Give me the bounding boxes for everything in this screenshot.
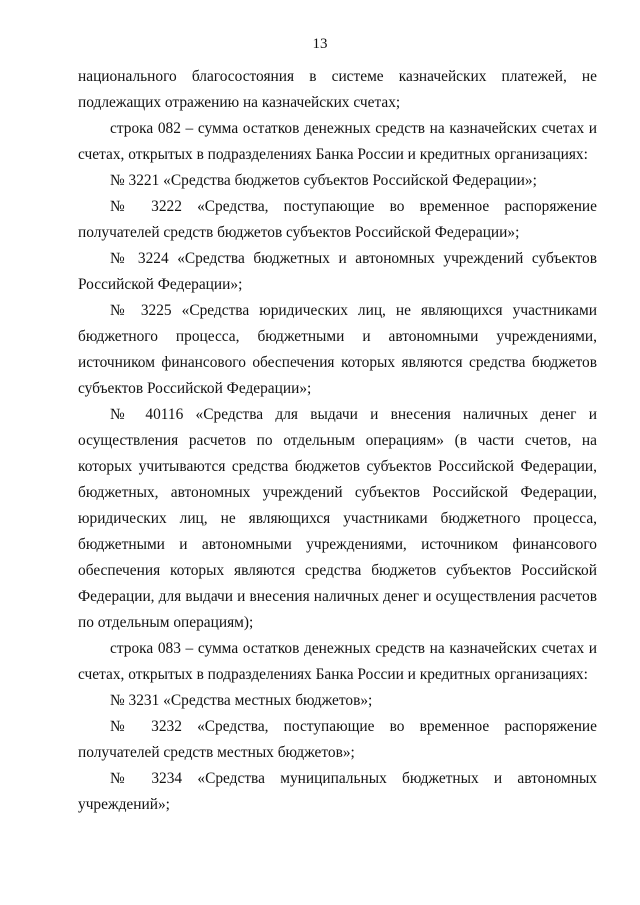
paragraph-account-3221: № 3221 «Средства бюджетов субъектов Российской Федерации»; [110,172,537,189]
paragraph-continuation: национального благосостояния в системе казначейских платежей, не подлежащих отражению на казначейских счетах; [78,68,597,111]
paragraph-account-3224: № 3224 «Средства бюджетных и автономных учреждений субъектов Российской Федерации»; [78,250,597,293]
paragraph-account-40116: № 40116 «Средства для выдачи и внесения наличных денег и осуществления расчетов по отдельным операциям» (в части счетов, на которых учитываются средства бюджетов субъектов Российской Федерации, бюджетных, автономных учреждений субъектов Российской Федерации, юридических лиц, не являющихся участниками бюджетного процесса, бюджетными и автономными учреждениями, источником финансового обеспечения которых являются средства бюджетов субъектов Российской Федерации, для выдачи и внесения наличных денег и осуществления расчетов по отдельным операциям); [78,406,597,631]
paragraph-account-3234: № 3234 «Средства муниципальных бюджетных и автономных учреждений»; [78,770,597,813]
document-body [78,64,597,818]
paragraph-account-3225: № 3225 «Средства юридических лиц, не являющихся участниками бюджетного процесса, бюджетными и автономными учреждениями, источником финансового обеспечения которых являются средства бюджетов субъектов Российской Федерации»; [78,302,597,397]
page-number: 13 [312,36,328,52]
paragraph-line-083: строка 083 – сумма остатков денежных средств на казначейских счетах и счетах, открытых в подразделениях Банка России и кредитных организациях: [78,640,597,683]
paragraph-line-082: строка 082 – сумма остатков денежных средств на казначейских счетах и счетах, открытых в подразделениях Банка России и кредитных организациях: [78,120,597,163]
paragraph-account-3231: № 3231 «Средства местных бюджетов»; [110,692,373,709]
paragraph-account-3222: № 3222 «Средства, поступающие во временное распоряжение получателей средств бюджетов субъектов Российской Федерации»; [78,198,597,241]
paragraph-account-3232: № 3232 «Средства, поступающие во временное распоряжение получателей средств местных бюджетов»; [78,718,597,761]
